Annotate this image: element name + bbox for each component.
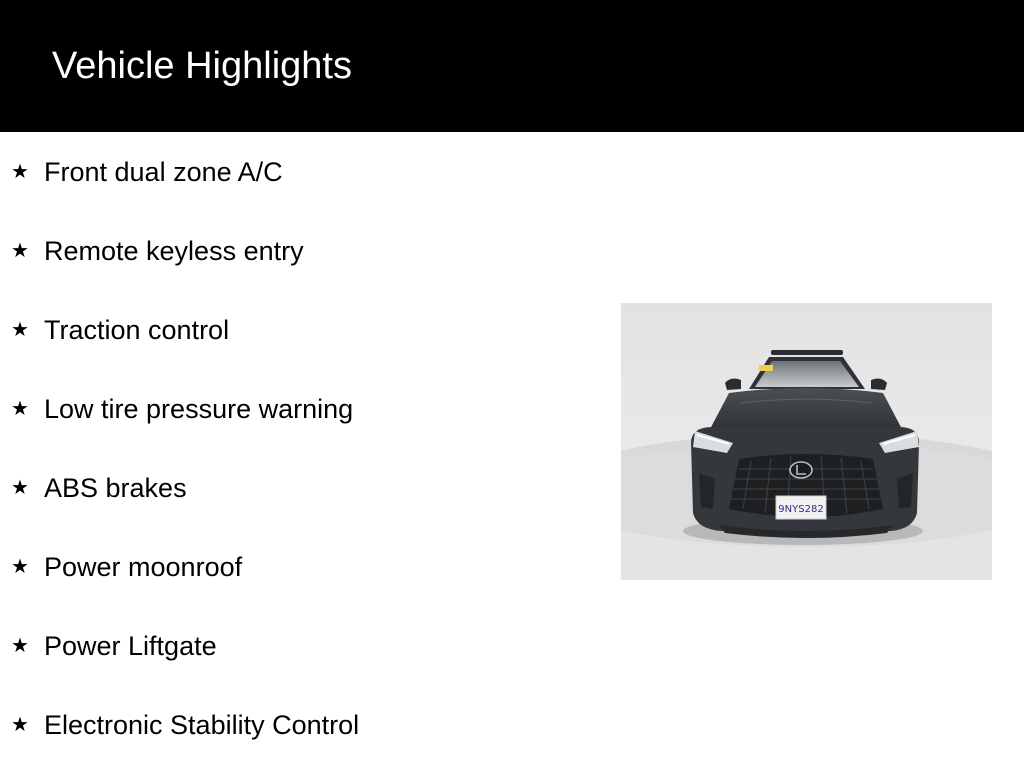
star-icon: ★: [11, 712, 29, 736]
highlight-label: ABS brakes: [44, 473, 187, 503]
highlight-label: Traction control: [44, 315, 230, 345]
star-icon: ★: [11, 475, 29, 499]
highlight-label: Front dual zone A/C: [44, 157, 283, 187]
star-icon: ★: [11, 396, 29, 420]
highlight-label: Electronic Stability Control: [44, 710, 360, 740]
highlight-label: Power moonroof: [44, 552, 243, 582]
highlight-label: Low tire pressure warning: [44, 394, 354, 424]
star-icon: ★: [11, 317, 29, 341]
star-icon: ★: [11, 238, 29, 262]
highlight-label: Power Liftgate: [44, 631, 217, 661]
star-icon: ★: [11, 159, 29, 183]
star-icon: ★: [11, 633, 29, 657]
license-plate: 9NYS282: [778, 504, 824, 515]
vehicle-photo: [621, 303, 992, 580]
header-bar: [0, 0, 1024, 132]
highlight-label: Remote keyless entry: [44, 236, 304, 266]
star-icon: ★: [11, 554, 29, 578]
page-title: Vehicle Highlights: [52, 45, 352, 87]
